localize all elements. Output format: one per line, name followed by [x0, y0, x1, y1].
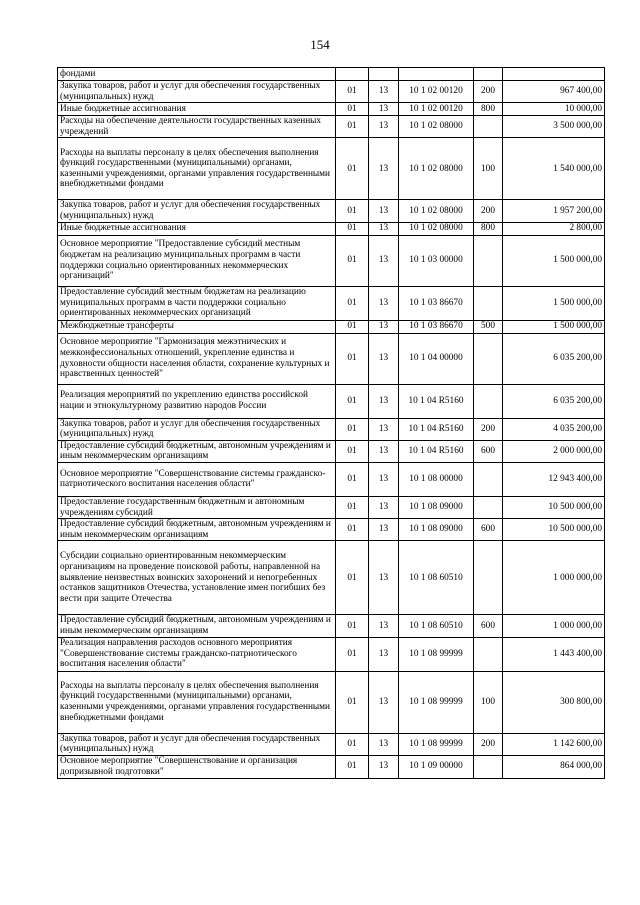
- cell-name: Закупка товаров, работ и услуг для обеспечения государственных (муниципальных) нужд: [58, 733, 336, 755]
- cell-expense-type: 600: [474, 615, 503, 637]
- cell-expense-type: 200: [474, 200, 503, 222]
- table-row: [58, 333, 605, 384]
- cell-expense-type: [474, 755, 503, 778]
- cell-section: 01: [336, 81, 369, 103]
- cell-expense-type: [474, 462, 503, 496]
- cell-name: Реализация мероприятий по укреплению единства российской нации и этнокультурному развитию народов России: [58, 384, 336, 418]
- cell-amount: 10 500 000,00: [503, 519, 605, 541]
- cell-name: Предоставление субсидий бюджетным, автономным учреждениям и иным некоммерческим организациям: [58, 440, 336, 462]
- cell-section: 01: [336, 235, 369, 286]
- cell-target-article: 10 1 08 60510: [399, 615, 474, 637]
- cell-subsection: 13: [369, 755, 399, 778]
- page-number: 154: [310, 37, 330, 52]
- cell-name: Расходы на выплаты персоналу в целях обеспечения выполнения функций государственными (муниципальными) органами, казенными учреждениями, органами управления государственными внебюджетными фондами: [58, 671, 336, 733]
- cell-section: 01: [336, 541, 369, 615]
- table-row: [58, 755, 605, 778]
- cell-expense-type: 100: [474, 671, 503, 733]
- cell-subsection: 13: [369, 320, 399, 333]
- cell-amount: 1 500 000,00: [503, 286, 605, 320]
- cell-section: 01: [336, 462, 369, 496]
- cell-section: 01: [336, 496, 369, 518]
- cell-section: 01: [336, 418, 369, 440]
- cell-amount: 1 957 200,00: [503, 200, 605, 222]
- cell-amount: 1 443 400,00: [503, 637, 605, 671]
- cell-section: 01: [336, 286, 369, 320]
- cell-expense-type: [474, 541, 503, 615]
- cell-name: Основное мероприятие "Совершенствование и организация допризывной подготовки": [58, 755, 336, 778]
- table-row: [58, 200, 605, 222]
- cell-amount: 1 540 000,00: [503, 138, 605, 200]
- table-row: [58, 733, 605, 755]
- cell-expense-type: [474, 496, 503, 518]
- cell-amount: 12 943 400,00: [503, 462, 605, 496]
- cell-name: Расходы на обеспечение деятельности государственных казенных учреждений: [58, 116, 336, 138]
- cell-name: Основное мероприятие "Гармонизация межэтнических и межконфессиональных отношений, укрепление единства и духовности общности населения области, сохранение культурных и нравственных ценностей": [58, 333, 336, 384]
- cell-subsection: 13: [369, 235, 399, 286]
- cell-subsection: [369, 68, 399, 81]
- table-row: [58, 103, 605, 116]
- cell-amount: 4 035 200,00: [503, 418, 605, 440]
- cell-amount: 2 800,00: [503, 222, 605, 235]
- cell-amount: 6 035 200,00: [503, 333, 605, 384]
- table-row: [58, 320, 605, 333]
- cell-name: Предоставление субсидий бюджетным, автономным учреждениям и иным некоммерческим организациям: [58, 519, 336, 541]
- cell-name: Основное мероприятие "Предоставление субсидий местным бюджетам на реализацию муниципальных программ в части поддержки социально ориентированных некоммерческих организаций": [58, 235, 336, 286]
- cell-amount: 1 500 000,00: [503, 235, 605, 286]
- cell-name: Закупка товаров, работ и услуг для обеспечения государственных (муниципальных) нужд: [58, 418, 336, 440]
- cell-section: 01: [336, 222, 369, 235]
- cell-section: 01: [336, 320, 369, 333]
- cell-name: Предоставление субсидий местным бюджетам на реализацию муниципальных программ в части поддержки социально ориентированных некоммерческих организаций: [58, 286, 336, 320]
- cell-target-article: 10 1 02 08000: [399, 138, 474, 200]
- budget-table-body: [58, 68, 605, 779]
- cell-subsection: 13: [369, 222, 399, 235]
- cell-subsection: 13: [369, 733, 399, 755]
- table-row: [58, 68, 605, 81]
- cell-target-article: 10 1 03 86670: [399, 286, 474, 320]
- cell-subsection: 13: [369, 615, 399, 637]
- table-row: [58, 81, 605, 103]
- cell-target-article: [399, 68, 474, 81]
- table-row: [58, 235, 605, 286]
- cell-target-article: 10 1 03 86670: [399, 320, 474, 333]
- cell-target-article: 10 1 08 00000: [399, 462, 474, 496]
- cell-amount: 2 000 000,00: [503, 440, 605, 462]
- cell-section: [336, 68, 369, 81]
- cell-name: Предоставление субсидий бюджетным, автономным учреждениям и иным некоммерческим организациям: [58, 615, 336, 637]
- cell-expense-type: [474, 116, 503, 138]
- table-row: [58, 138, 605, 200]
- cell-name: Предоставление государственным бюджетным и автономным учреждениям субсидий: [58, 496, 336, 518]
- cell-amount: 967 400,00: [503, 81, 605, 103]
- cell-target-article: 10 1 08 99999: [399, 671, 474, 733]
- cell-expense-type: 600: [474, 440, 503, 462]
- cell-expense-type: 100: [474, 138, 503, 200]
- cell-subsection: 13: [369, 286, 399, 320]
- cell-amount: [503, 68, 605, 81]
- cell-target-article: 10 1 08 09000: [399, 519, 474, 541]
- cell-target-article: 10 1 02 00120: [399, 103, 474, 116]
- cell-subsection: 13: [369, 138, 399, 200]
- table-row: [58, 496, 605, 518]
- table-row: [58, 615, 605, 637]
- cell-subsection: 13: [369, 116, 399, 138]
- cell-subsection: 13: [369, 462, 399, 496]
- cell-section: 01: [336, 519, 369, 541]
- table-row: [58, 418, 605, 440]
- cell-name: Субсидии социально ориентированным некоммерческим организациям на проведение поисковой работы, направленной на выявление неизвестных воинских захоронений и непогребенных останков защитников Отечества, установление имен погибших без вести при защите Отечества: [58, 541, 336, 615]
- cell-section: 01: [336, 440, 369, 462]
- cell-target-article: 10 1 08 60510: [399, 541, 474, 615]
- cell-amount: 1 000 000,00: [503, 541, 605, 615]
- cell-name: Закупка товаров, работ и услуг для обеспечения государственных (муниципальных) нужд: [58, 81, 336, 103]
- table-row: [58, 541, 605, 615]
- cell-expense-type: [474, 235, 503, 286]
- cell-expense-type: [474, 333, 503, 384]
- cell-target-article: 10 1 03 00000: [399, 235, 474, 286]
- table-row: [58, 637, 605, 671]
- cell-expense-type: 800: [474, 222, 503, 235]
- cell-expense-type: 200: [474, 733, 503, 755]
- cell-amount: 300 800,00: [503, 671, 605, 733]
- cell-section: 01: [336, 384, 369, 418]
- cell-target-article: 10 1 08 99999: [399, 733, 474, 755]
- cell-section: 01: [336, 200, 369, 222]
- cell-amount: 1 142 600,00: [503, 733, 605, 755]
- cell-expense-type: 800: [474, 103, 503, 116]
- cell-section: 01: [336, 103, 369, 116]
- cell-name: Иные бюджетные ассигнования: [58, 103, 336, 116]
- cell-target-article: 10 1 02 08000: [399, 200, 474, 222]
- cell-amount: 10 500 000,00: [503, 496, 605, 518]
- cell-target-article: 10 1 04 00000: [399, 333, 474, 384]
- cell-target-article: 10 1 04 R5160: [399, 418, 474, 440]
- cell-section: 01: [336, 671, 369, 733]
- cell-amount: 6 035 200,00: [503, 384, 605, 418]
- cell-subsection: 13: [369, 671, 399, 733]
- cell-subsection: 13: [369, 81, 399, 103]
- cell-expense-type: 200: [474, 81, 503, 103]
- cell-target-article: 10 1 08 09000: [399, 496, 474, 518]
- cell-target-article: 10 1 04 R5160: [399, 440, 474, 462]
- cell-subsection: 13: [369, 541, 399, 615]
- cell-amount: 10 000,00: [503, 103, 605, 116]
- cell-name: Межбюджетные трансферты: [58, 320, 336, 333]
- table-row: [58, 116, 605, 138]
- cell-expense-type: [474, 637, 503, 671]
- cell-subsection: 13: [369, 519, 399, 541]
- table-row: [58, 462, 605, 496]
- cell-section: 01: [336, 615, 369, 637]
- cell-amount: 864 000,00: [503, 755, 605, 778]
- budget-table: [57, 67, 605, 779]
- cell-subsection: 13: [369, 333, 399, 384]
- cell-name: Расходы на выплаты персоналу в целях обеспечения выполнения функций государственными (муниципальными) органами, казенными учреждениями, органами управления государственными внебюджетными фондами: [58, 138, 336, 200]
- cell-name: Основное мероприятие "Совершенствование системы гражданско-патриотического воспитания населения области": [58, 462, 336, 496]
- cell-name: Реализация направления расходов основного мероприятия "Совершенствование системы гражданско-патриотического воспитания населения области": [58, 637, 336, 671]
- cell-target-article: 10 1 02 00120: [399, 81, 474, 103]
- cell-section: 01: [336, 333, 369, 384]
- cell-expense-type: [474, 384, 503, 418]
- cell-expense-type: 600: [474, 519, 503, 541]
- table-row: [58, 671, 605, 733]
- cell-section: 01: [336, 637, 369, 671]
- cell-name: Иные бюджетные ассигнования: [58, 222, 336, 235]
- cell-section: 01: [336, 755, 369, 778]
- cell-subsection: 13: [369, 418, 399, 440]
- cell-amount: 3 500 000,00: [503, 116, 605, 138]
- cell-subsection: 13: [369, 384, 399, 418]
- cell-subsection: 13: [369, 103, 399, 116]
- cell-expense-type: 200: [474, 418, 503, 440]
- cell-section: 01: [336, 138, 369, 200]
- cell-expense-type: [474, 68, 503, 81]
- cell-expense-type: [474, 286, 503, 320]
- cell-subsection: 13: [369, 440, 399, 462]
- table-row: [58, 286, 605, 320]
- cell-target-article: 10 1 09 00000: [399, 755, 474, 778]
- cell-subsection: 13: [369, 496, 399, 518]
- cell-section: 01: [336, 733, 369, 755]
- cell-target-article: 10 1 02 08000: [399, 116, 474, 138]
- table-row: [58, 440, 605, 462]
- cell-target-article: 10 1 02 08000: [399, 222, 474, 235]
- cell-subsection: 13: [369, 200, 399, 222]
- cell-amount: 1 500 000,00: [503, 320, 605, 333]
- cell-name: Закупка товаров, работ и услуг для обеспечения государственных (муниципальных) нужд: [58, 200, 336, 222]
- cell-amount: 1 000 000,00: [503, 615, 605, 637]
- cell-name: фондами: [58, 68, 336, 81]
- cell-target-article: 10 1 04 R5160: [399, 384, 474, 418]
- table-row: [58, 384, 605, 418]
- cell-subsection: 13: [369, 637, 399, 671]
- cell-target-article: 10 1 08 99999: [399, 637, 474, 671]
- cell-expense-type: 500: [474, 320, 503, 333]
- table-row: [58, 519, 605, 541]
- cell-section: 01: [336, 116, 369, 138]
- table-row: [58, 222, 605, 235]
